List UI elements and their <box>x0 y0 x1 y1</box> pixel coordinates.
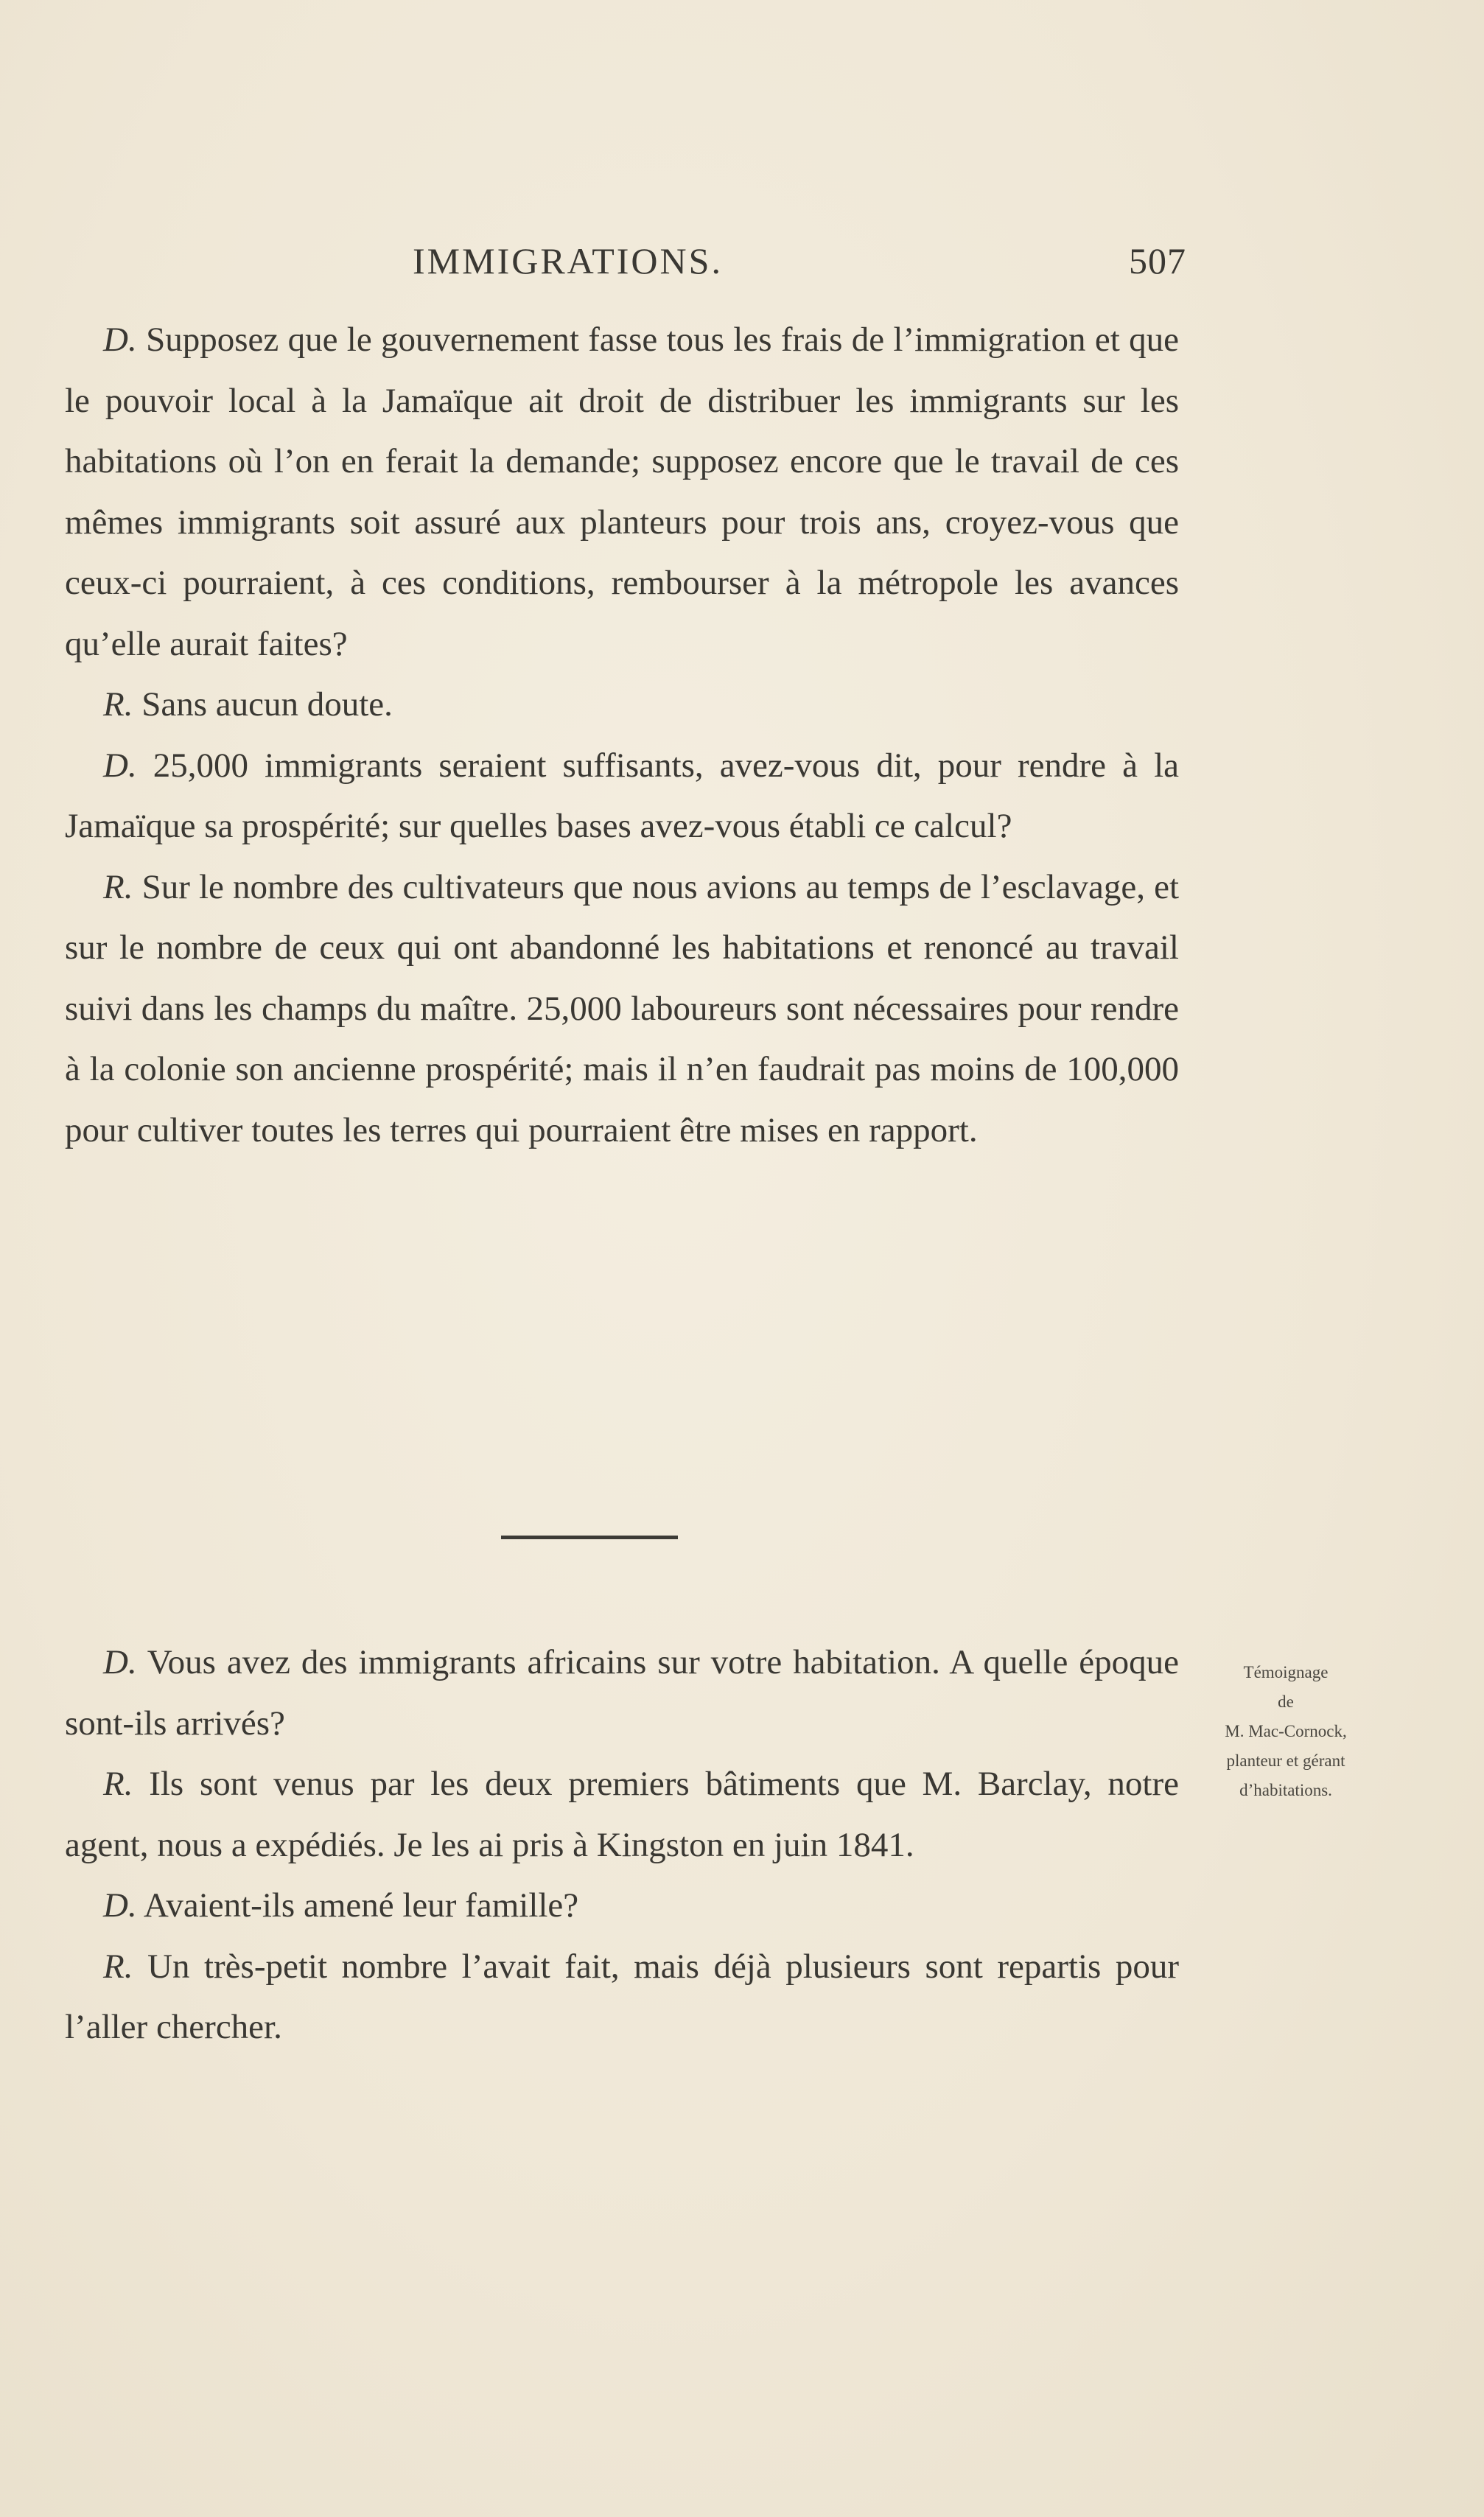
speaker-label: R. <box>103 1947 133 1986</box>
speaker-label: R. <box>103 1765 133 1803</box>
answer-paragraph <box>65 1936 1179 2058</box>
margin-note-line: d’habitations. <box>1239 1781 1332 1799</box>
speaker-label: D. <box>103 321 137 359</box>
question-paragraph <box>65 735 1179 857</box>
speaker-label: D. <box>103 746 137 785</box>
answer-paragraph <box>65 674 1179 735</box>
margin-note-line: de <box>1278 1692 1294 1711</box>
margin-note-line: Témoignage <box>1243 1663 1329 1681</box>
question-paragraph <box>65 1632 1179 1754</box>
running-title: IMMIGRATIONS. <box>413 240 723 281</box>
speaker-label: R. <box>103 867 133 906</box>
margin-note-line: M. Mac-Cornock, <box>1225 1722 1347 1740</box>
answer-paragraph <box>65 1754 1179 1875</box>
paragraph-text: Avaient-ils amené leur famille? <box>143 1886 579 1925</box>
paragraph-text: Sur le nombre des cultivateurs que nous avions au temps de l’esclavage, et sur le nombre de ceux qui ont abandonné les habitations et renoncé au travail suivi dans les champs du maître. 25,000 laboureurs sont nécessaires pour rendre à la colonie son ancienne prospérité; mais il n’en faudrait pas moins de 100,000 pour cultiver toutes les terres qui pourraient être mises en rapport. <box>65 867 1180 1149</box>
question-paragraph <box>65 309 1179 674</box>
margin-note <box>1179 1658 1393 1805</box>
dialogue-section-1 <box>65 309 1179 1161</box>
speaker-label: D. <box>103 1643 137 1681</box>
paragraph-text: 25,000 immigrants seraient suffisants, avez-vous dit, pour rendre à la Jamaïque sa prospérité; sur quelles bases avez-vous établi ce calcul? <box>65 746 1179 845</box>
section-divider <box>501 1536 678 1539</box>
margin-note-line: planteur et gérant <box>1226 1751 1345 1770</box>
paragraph-text: Supposez que le gouvernement fasse tous les frais de l’immigration et que le pouvoir local à la Jamaïque ait droit de distribuer les immigrants sur les habitations où l’on en ferait la demande; supposez encore que le travail de ces mêmes immigrants soit assuré aux planteurs pour trois ans, croyez-vous que ceux-ci pourraient, à ces conditions, rembourser à la métropole les avances qu’elle aurait faites? <box>65 321 1179 663</box>
paragraph-text: Ils sont venus par les deux premiers bâtiments que M. Barclay, notre agent, nous a expédiés. Je les ai pris à Kingston en juin 1841. <box>65 1765 1179 1864</box>
paragraph-text: Sans aucun doute. <box>141 685 393 724</box>
page-number: 507 <box>1129 240 1186 281</box>
question-paragraph <box>65 1875 1179 1936</box>
paragraph-text: Vous avez des immigrants africains sur votre habitation. A quelle époque sont-ils arrivés? <box>65 1643 1179 1743</box>
speaker-label: D. <box>103 1886 137 1925</box>
page-header <box>413 239 1186 291</box>
answer-paragraph <box>65 857 1179 1161</box>
paragraph-text: Un très-petit nombre l’avait fait, mais déjà plusieurs sont repartis pour l’aller chercher. <box>65 1947 1179 2046</box>
dialogue-section-2 <box>65 1632 1179 2058</box>
speaker-label: R. <box>103 685 133 724</box>
